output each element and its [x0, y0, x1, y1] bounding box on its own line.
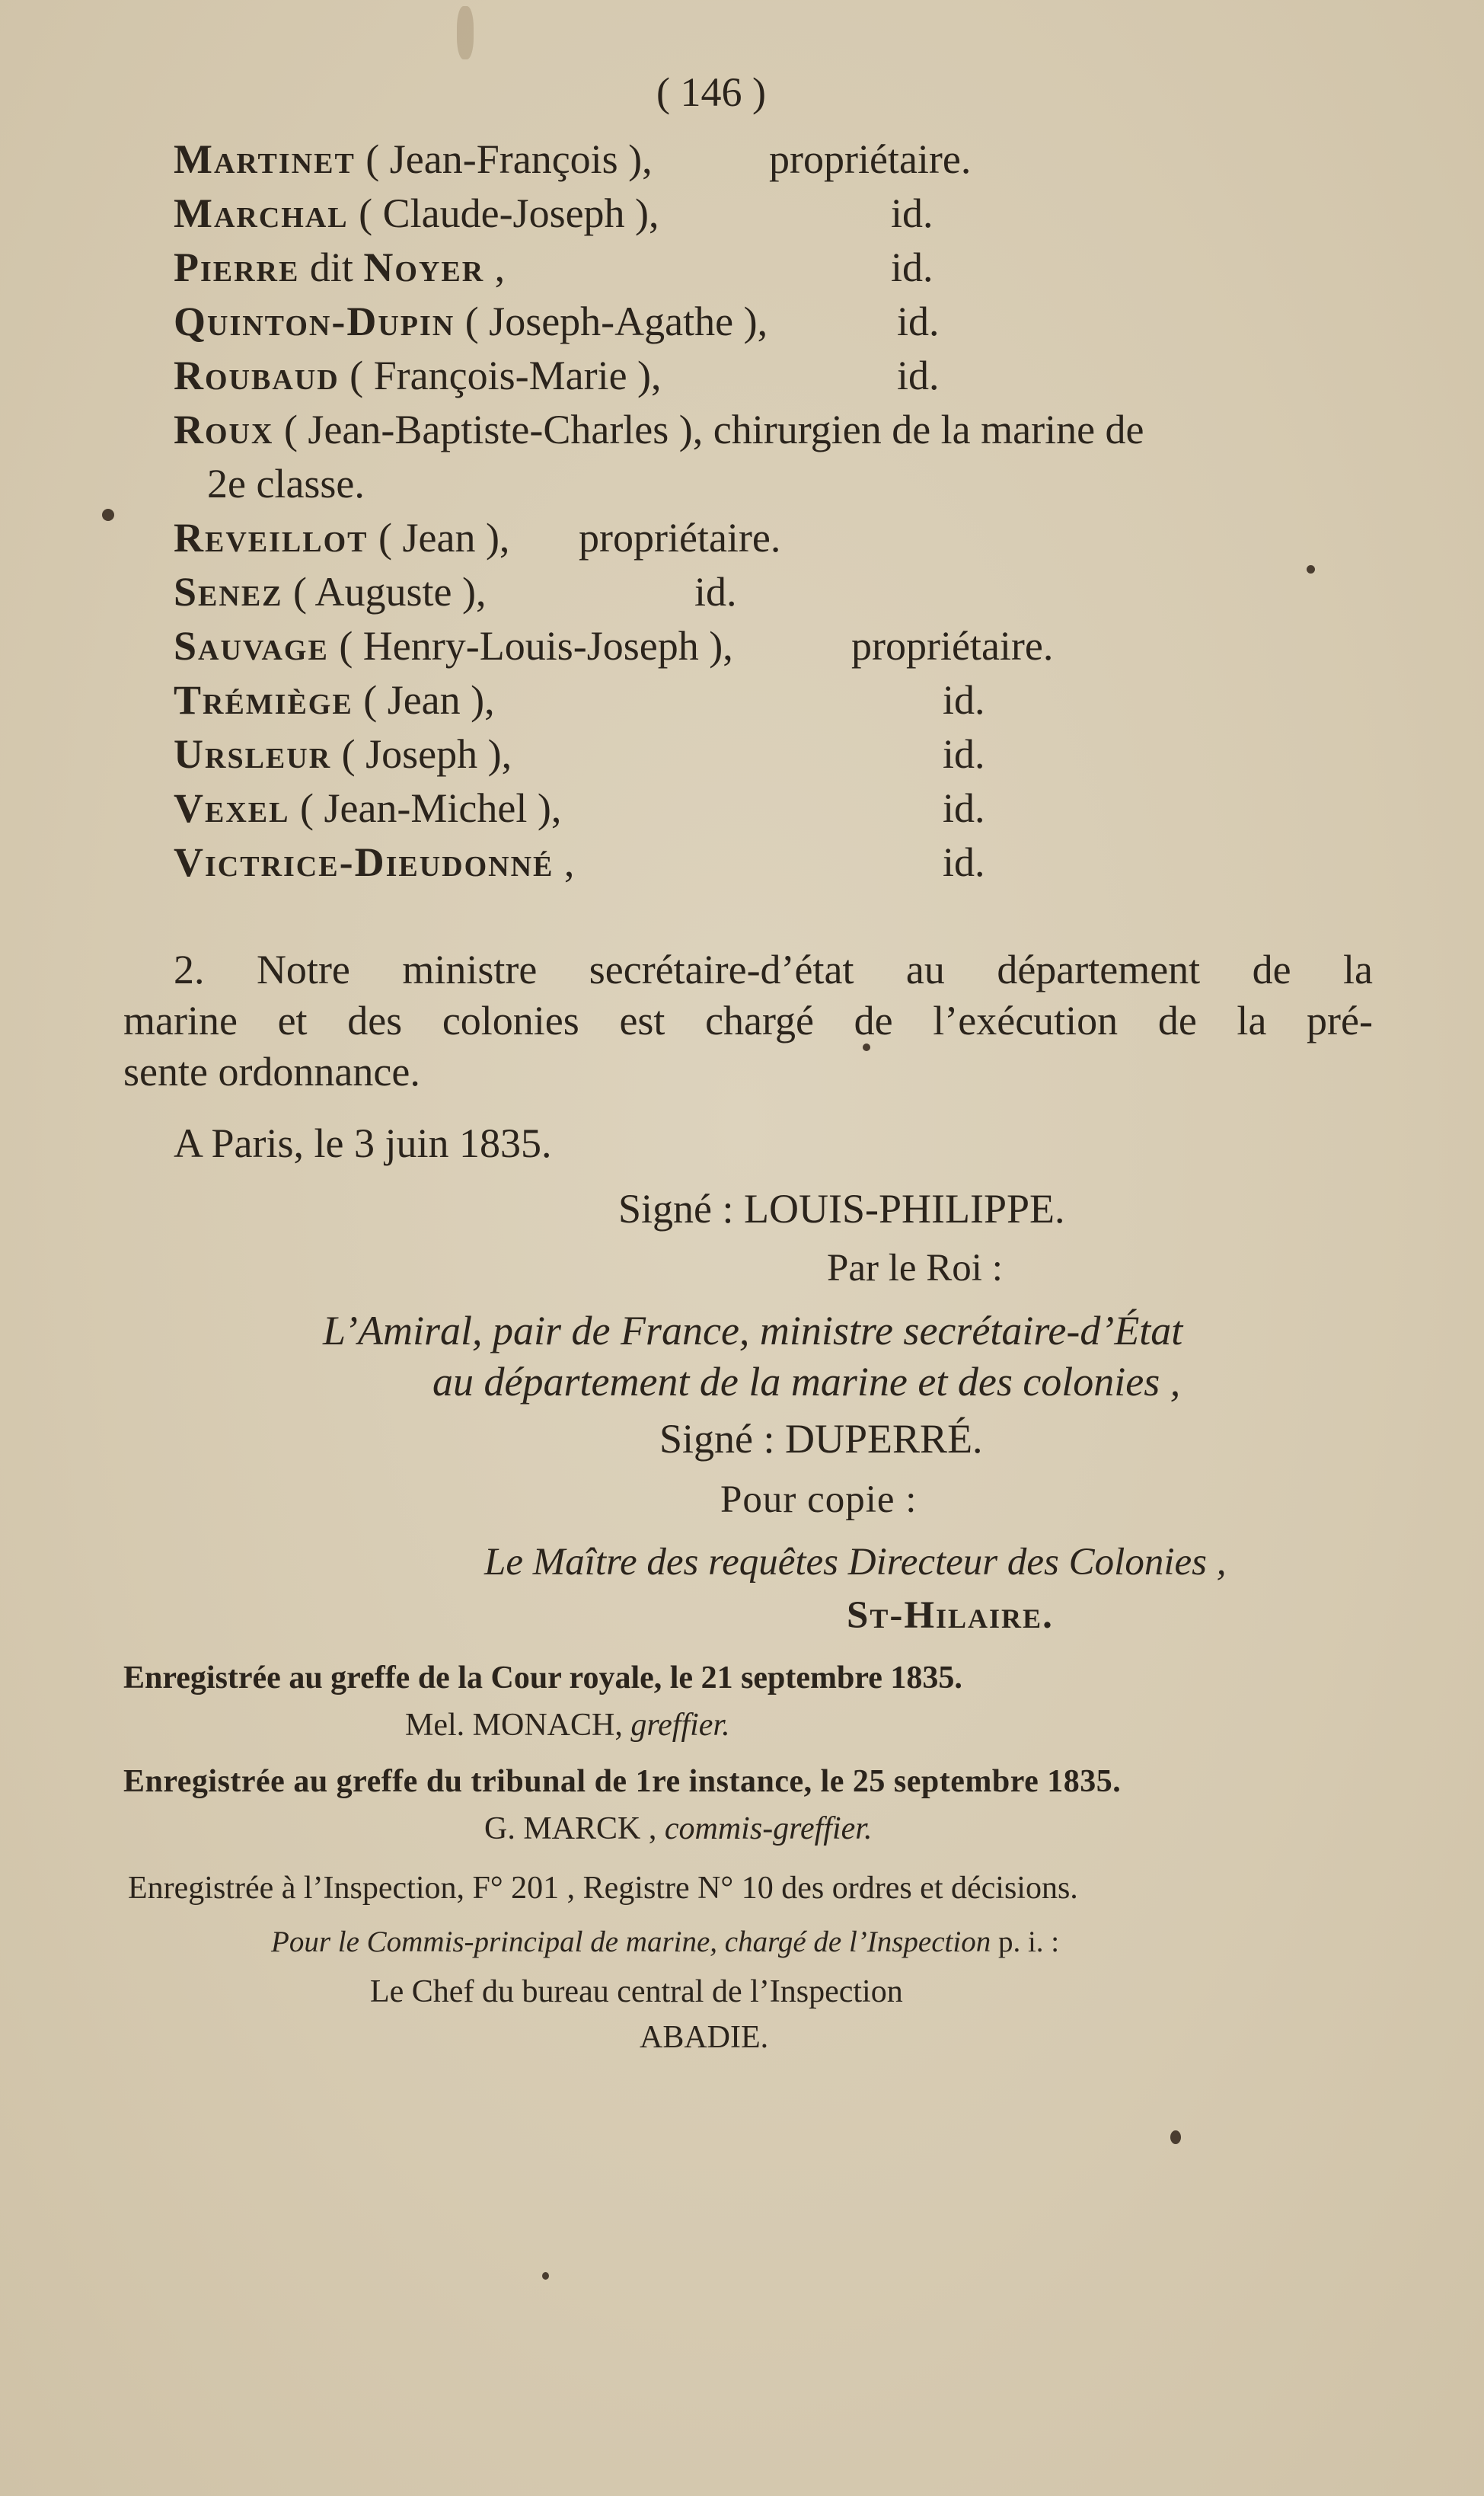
entry-line: [174, 679, 495, 721]
entry-line: [174, 785, 562, 831]
entry-line: [174, 136, 653, 182]
entry-continuation: 2e classe.: [207, 461, 365, 507]
entry-name: Martinet: [174, 136, 356, 182]
entry-line: [174, 569, 487, 615]
ink-spot: [1170, 2130, 1181, 2144]
signature-duperre: [659, 1416, 983, 1462]
pour-copie: Pour copie :: [720, 1478, 918, 1521]
entry-given-names: ( Jean-Baptiste-Charles ), chirurgien de la marine de: [273, 407, 1144, 452]
entry-given-names: ( Joseph ),: [331, 731, 512, 777]
entry-role: id.: [943, 785, 985, 831]
inspection-delegation: [271, 1927, 1059, 1957]
entry-name-alias: Noyer: [363, 244, 485, 290]
chef-du-bureau: Le Chef du bureau central de l’Inspection: [370, 1974, 903, 2009]
signe-label: Signé :: [659, 1416, 775, 1462]
entry-line: [174, 839, 575, 885]
entry-role: id.: [943, 677, 985, 723]
entry-role: id.: [694, 569, 737, 615]
entry-given-names: ( François-Marie ),: [339, 353, 662, 398]
entry-given-names: ( Jean ),: [353, 677, 495, 723]
signatory-abadie: ABADIE.: [640, 2020, 769, 2055]
entry-name: Pierre: [174, 244, 300, 290]
entry-line: [174, 409, 1144, 450]
entry-name: Marchal: [174, 190, 349, 236]
entry-name: Reveillot: [174, 515, 369, 561]
pro-interim: p. i. :: [991, 1926, 1060, 1958]
entry-line: [174, 355, 662, 396]
entry-line: [174, 301, 768, 342]
signe-label: Signé :: [618, 1186, 734, 1232]
signatory-name: DUPERRÉ.: [785, 1416, 983, 1462]
article-2-line: 2. Notre ministre secrétaire-d’état au département de la: [174, 947, 1373, 992]
registration-tribunal: Enregistrée au greffe du tribunal de 1re instance, le 25 septembre 1835.: [123, 1764, 1122, 1799]
entry-role: id.: [891, 244, 933, 290]
entry-name: Quinton-Dupin: [174, 299, 455, 344]
article-2-line: sente ordonnance.: [123, 1049, 420, 1095]
entry-name: Sauvage: [174, 623, 329, 669]
entry-role: propriétaire.: [769, 136, 972, 182]
entry-name: Senez: [174, 569, 283, 615]
paper-stain: [457, 6, 474, 59]
pour-le-commis: Pour le Commis-principal de marine, chargé de l’Inspection: [271, 1926, 991, 1958]
signature-king: [618, 1186, 1065, 1232]
entry-given-names: ( Jean-Michel ),: [289, 785, 562, 831]
entry-line: [174, 733, 512, 775]
entry-line: [174, 244, 506, 290]
entry-name: Ursleur: [174, 731, 332, 777]
entry-line: [174, 515, 510, 561]
article-2-line: marine et des colonies est chargé de l’exécution de la pré-: [123, 998, 1373, 1043]
st-hilaire: St-Hilaire.: [847, 1594, 1054, 1637]
entry-role: id.: [943, 731, 985, 777]
ink-spot: [1307, 565, 1315, 574]
signatory-name: LOUIS-PHILIPPE.: [744, 1186, 1065, 1232]
entry-given-names: ( Auguste ),: [282, 569, 487, 615]
registration-cour-royale: Enregistrée au greffe de la Cour royale, le 21 septembre 1835.: [123, 1660, 962, 1695]
entry-name: Trémiège: [174, 677, 353, 723]
ink-spot: [542, 2272, 549, 2280]
entry-role: propriétaire.: [851, 623, 1054, 669]
ink-spot: [863, 1043, 870, 1051]
entry-given-names: dit: [299, 244, 364, 290]
signatory-name: Mel. MONACH,: [405, 1708, 623, 1743]
entry-punct: ,: [484, 244, 506, 290]
signatory-title: greffier.: [630, 1708, 730, 1743]
entry-given-names: ( Claude-Joseph ),: [348, 190, 659, 236]
entry-role: propriétaire.: [579, 515, 781, 561]
registration-signature: [405, 1709, 730, 1741]
entry-name: Roubaud: [174, 353, 340, 398]
page-number: ( 146 ): [656, 69, 766, 115]
par-le-roi: Par le Roi :: [827, 1247, 1003, 1290]
registration-signature: [484, 1813, 872, 1845]
entry-given-names: ( Jean-François ),: [355, 136, 653, 182]
entry-name: Vexel: [174, 785, 290, 831]
amiral-title-line: au département de la marine et des colonies ,: [432, 1359, 1181, 1405]
signatory-name: G. MARCK ,: [484, 1811, 657, 1846]
entry-name: Victrice-Dieudonné: [174, 839, 554, 885]
entry-line: [174, 190, 659, 236]
entry-line: [174, 623, 733, 669]
place-date: A Paris, le 3 juin 1835.: [174, 1120, 552, 1166]
entry-punct: ,: [554, 839, 575, 885]
ink-spot: [102, 509, 114, 521]
entry-role: id.: [891, 190, 933, 236]
entry-role: id.: [943, 839, 985, 885]
maitre-des-requetes: Le Maître des requêtes Directeur des Colonies ,: [484, 1541, 1227, 1584]
entry-name: Roux: [174, 407, 274, 452]
registration-inspection: Enregistrée à l’Inspection, F° 201 , Registre N° 10 des ordres et décisions.: [128, 1871, 1078, 1906]
signatory-title: commis-greffier.: [664, 1811, 873, 1846]
entry-role: id.: [897, 299, 940, 344]
entry-given-names: ( Henry-Louis-Joseph ),: [328, 623, 733, 669]
amiral-title-line: L’Amiral, pair de France, ministre secrétaire-d’État: [323, 1308, 1183, 1353]
entry-given-names: ( Joseph-Agathe ),: [455, 299, 768, 344]
entry-given-names: ( Jean ),: [368, 515, 510, 561]
entry-role: id.: [897, 353, 940, 398]
